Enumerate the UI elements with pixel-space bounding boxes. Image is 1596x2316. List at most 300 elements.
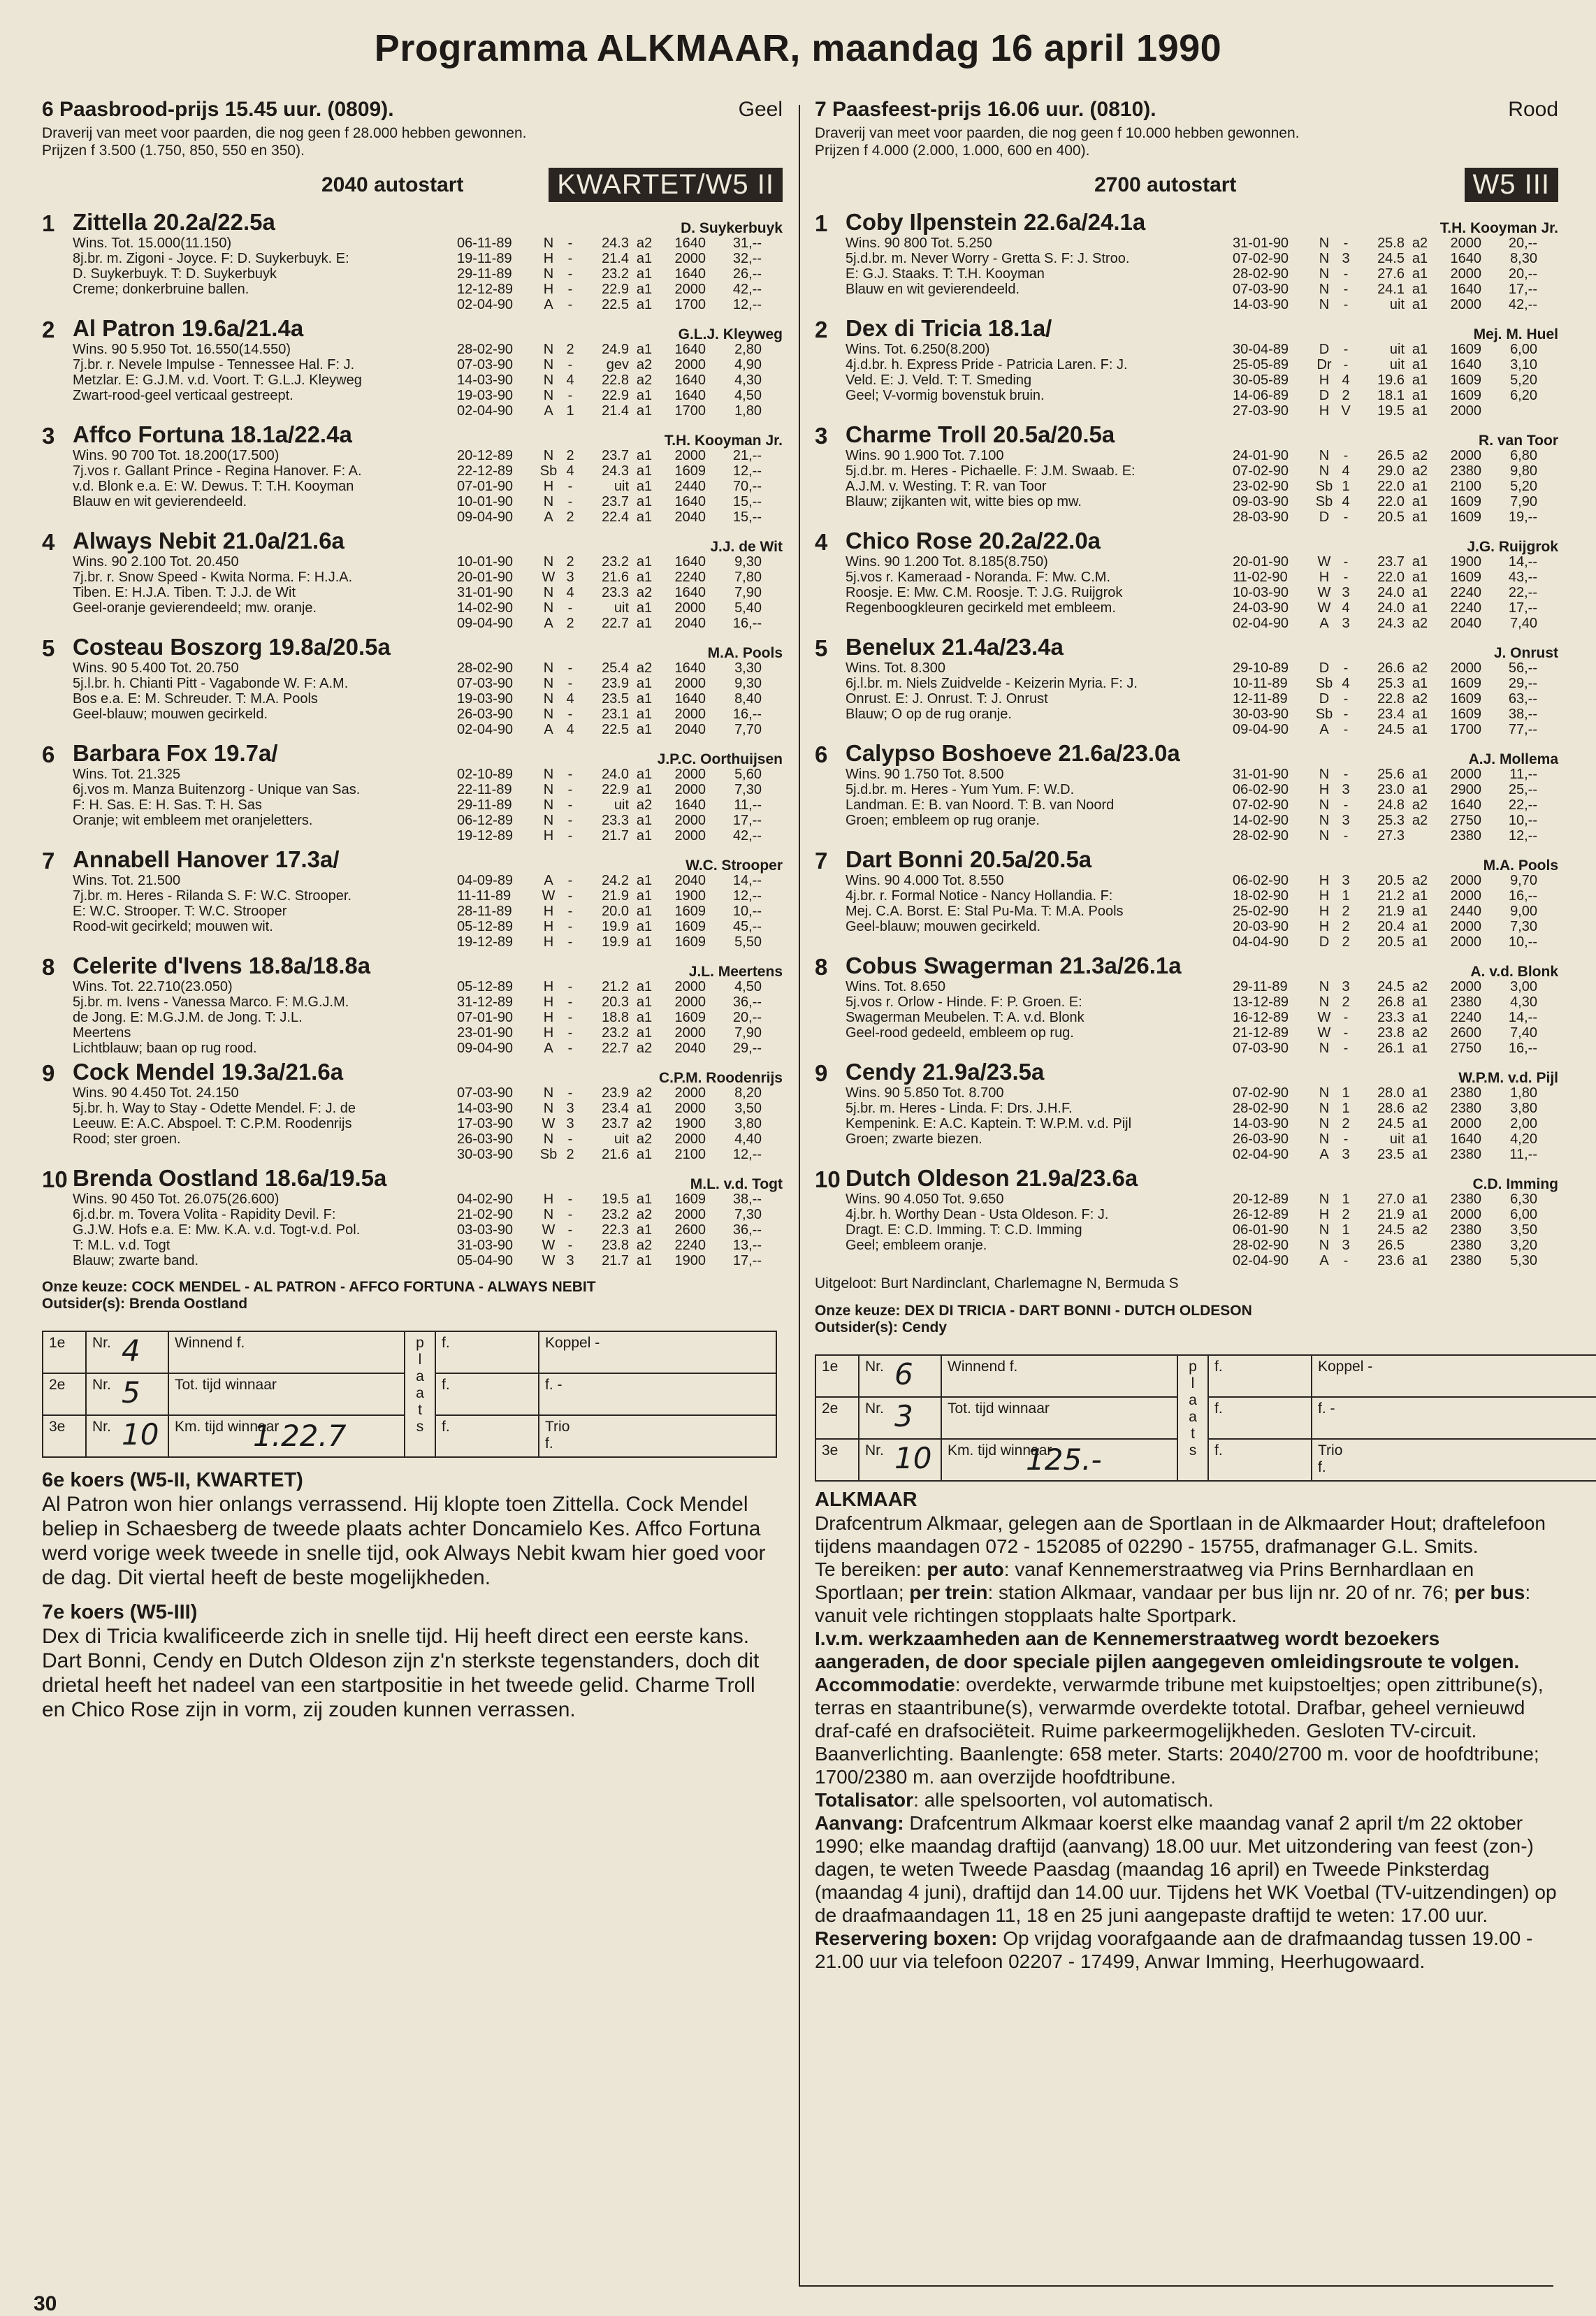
horse-entry bbox=[42, 315, 783, 419]
outsiders bbox=[42, 1296, 783, 1312]
result-track: N bbox=[1319, 448, 1330, 463]
result-row bbox=[1233, 1147, 1558, 1162]
result-row bbox=[1233, 919, 1558, 934]
start-type: 2700 autostart bbox=[1094, 173, 1237, 196]
result-place: 4 bbox=[566, 463, 574, 479]
horse-info-line: 5j.vos r. Kameraad - Noranda. F: Mw. C.M. bbox=[846, 570, 1111, 585]
result-place: 1 bbox=[1342, 1085, 1350, 1101]
result-track: N bbox=[543, 691, 554, 707]
winner-label: Winnend f. bbox=[175, 1335, 245, 1351]
result-distance: 2000 bbox=[674, 979, 706, 994]
result-start: a1 bbox=[636, 1101, 653, 1116]
result-distance: 2000 bbox=[674, 448, 706, 463]
result-track: W bbox=[1317, 585, 1331, 600]
result-row bbox=[457, 1253, 783, 1268]
nr-label: Nr. bbox=[92, 1377, 111, 1393]
handwritten-number: 10 bbox=[894, 1441, 932, 1475]
result-date: 14-03-90 bbox=[457, 372, 514, 388]
result-distance: 1900 bbox=[674, 1253, 706, 1268]
result-start: a1 bbox=[1412, 585, 1428, 600]
result-date: 29-11-89 bbox=[457, 797, 512, 813]
horse-info bbox=[73, 767, 457, 844]
result-time: 24.5 bbox=[1377, 979, 1405, 994]
result-distance: 2000 bbox=[674, 676, 706, 691]
horse-details bbox=[846, 1059, 1558, 1162]
result-table-row bbox=[43, 1331, 776, 1373]
result-start bbox=[1405, 1238, 1435, 1253]
horse-info-line: 5j.br. m. Ivens - Vanessa Marco. F: M.G.J.M. bbox=[73, 994, 349, 1010]
result-date: 13-12-89 bbox=[1233, 994, 1289, 1010]
horse-info bbox=[846, 448, 1233, 525]
result-track: N bbox=[543, 494, 554, 509]
result-track: N bbox=[543, 1207, 554, 1222]
result-odds: 9,00 bbox=[1510, 904, 1537, 919]
result-odds: 45,-- bbox=[732, 919, 762, 934]
result-row bbox=[457, 1010, 783, 1025]
horse-results bbox=[1233, 979, 1558, 1056]
result-place: 4 bbox=[566, 585, 574, 600]
place-payout-cell: f. bbox=[1208, 1439, 1312, 1481]
result-nr-cell bbox=[86, 1331, 168, 1373]
horse-number: 3 bbox=[815, 423, 828, 449]
result-time: 23.7 bbox=[1377, 554, 1405, 570]
result-date: 28-02-90 bbox=[1233, 266, 1289, 282]
result-distance: 2000 bbox=[1450, 448, 1481, 463]
result-row bbox=[457, 1101, 783, 1116]
horse-body bbox=[846, 448, 1558, 525]
result-row bbox=[1233, 1131, 1558, 1147]
result-place: - bbox=[567, 282, 573, 297]
horse-body bbox=[846, 342, 1558, 419]
place-payout-cell: f. bbox=[435, 1415, 539, 1457]
result-date: 20-03-90 bbox=[1233, 919, 1289, 934]
result-row bbox=[457, 1131, 783, 1147]
result-start: a1 bbox=[1412, 600, 1428, 616]
result-start: a1 bbox=[1412, 266, 1428, 282]
result-row bbox=[457, 1085, 783, 1101]
result-track: A bbox=[544, 403, 553, 419]
result-track: N bbox=[1319, 813, 1330, 828]
handwritten-time: 1.22.7 bbox=[253, 1419, 347, 1453]
result-time: 19.9 bbox=[602, 934, 629, 950]
horse-details bbox=[846, 634, 1558, 737]
horse-info-line: Kempenink. E: A.C. Kaptein. T: W.P.M. v.d. Pijl bbox=[846, 1116, 1132, 1131]
result-distance: 2380 bbox=[1450, 1101, 1481, 1116]
horse-info-line: Wins. 90 1.750 Tot. 8.500 bbox=[846, 767, 1004, 782]
horse-trainer: A. v.d. Blonk bbox=[1470, 964, 1558, 980]
winner-label: Km. tijd winnaar bbox=[175, 1419, 280, 1435]
result-distance: 2000 bbox=[1450, 767, 1481, 782]
directions bbox=[815, 1558, 1558, 1627]
result-time: 21.7 bbox=[602, 1253, 629, 1268]
result-row bbox=[457, 994, 783, 1010]
result-time: 24.8 bbox=[1377, 797, 1405, 813]
horse-entry bbox=[42, 1165, 783, 1268]
result-distance: 1609 bbox=[1450, 494, 1481, 509]
result-date: 10-03-90 bbox=[1233, 585, 1289, 600]
horse-info-line: Geel-rood gedeeld, embleem op rug. bbox=[846, 1025, 1074, 1041]
horse-trainer: T.H. Kooyman Jr. bbox=[1439, 220, 1558, 236]
horse-info-line: Wins. 90 2.100 Tot. 20.450 bbox=[73, 554, 239, 570]
result-start: a2 bbox=[1412, 873, 1428, 888]
result-track: N bbox=[543, 372, 554, 388]
result-track: N bbox=[1319, 828, 1330, 844]
result-date: 19-03-90 bbox=[457, 691, 514, 707]
result-track: N bbox=[1319, 463, 1330, 479]
result-start: a1 bbox=[636, 676, 653, 691]
horse-body bbox=[846, 767, 1558, 844]
result-start: a2 bbox=[636, 1131, 653, 1147]
place-payout-cell: f. bbox=[1208, 1397, 1312, 1439]
result-start: a1 bbox=[1412, 707, 1428, 722]
result-odds: 21,-- bbox=[732, 448, 762, 463]
result-odds: 6,80 bbox=[1510, 448, 1537, 463]
horse-info-line: 5j.br. m. Heres - Linda. F: Drs. J.H.F. bbox=[846, 1101, 1073, 1116]
result-time: 21.6 bbox=[602, 1147, 629, 1162]
result-distance: 2440 bbox=[674, 479, 706, 494]
race-conditions bbox=[42, 124, 783, 159]
result-date: 07-01-90 bbox=[457, 479, 514, 494]
result-place: V bbox=[1341, 403, 1351, 419]
result-time: 24.3 bbox=[602, 463, 629, 479]
place-payout-cell: f. bbox=[1208, 1355, 1312, 1397]
our-choice bbox=[42, 1278, 783, 1296]
result-start: a1 bbox=[1412, 479, 1428, 494]
result-start: a1 bbox=[636, 813, 653, 828]
result-place: - bbox=[567, 251, 573, 266]
result-time: uit bbox=[614, 1131, 629, 1147]
result-distance: 2000 bbox=[1450, 660, 1481, 676]
result-date: 07-03-90 bbox=[457, 676, 514, 691]
box-reservation-paragraph bbox=[815, 1927, 1558, 1973]
result-place: - bbox=[567, 236, 573, 251]
result-start: a1 bbox=[636, 1025, 653, 1041]
result-row bbox=[1233, 357, 1558, 372]
result-row bbox=[1233, 828, 1558, 844]
result-row bbox=[1233, 342, 1558, 357]
result-time: 20.5 bbox=[1377, 873, 1405, 888]
result-odds: 7,80 bbox=[734, 570, 762, 585]
result-start: a2 bbox=[1412, 1025, 1428, 1041]
result-start: a1 bbox=[636, 904, 653, 919]
commentary-heading: 7e koers (W5-III) bbox=[42, 1601, 198, 1623]
horse-entry bbox=[815, 421, 1558, 525]
result-date: 23-02-90 bbox=[1233, 479, 1289, 494]
result-time: 27.6 bbox=[1377, 266, 1405, 282]
result-distance: 2040 bbox=[674, 616, 706, 631]
result-start: a1 bbox=[1412, 570, 1428, 585]
result-distance: 1609 bbox=[1450, 509, 1481, 525]
result-time: 21.9 bbox=[602, 888, 629, 904]
horse-info-line: Wins. Tot. 8.300 bbox=[846, 660, 946, 676]
result-track: N bbox=[543, 707, 554, 722]
result-odds: 16,-- bbox=[1508, 888, 1537, 904]
horse-info-line: Dragt. E: C.D. Imming. T: C.D. Imming bbox=[846, 1222, 1082, 1238]
result-start: a1 bbox=[1412, 509, 1428, 525]
result-odds: 56,-- bbox=[1508, 660, 1537, 676]
result-odds: 8,30 bbox=[1510, 251, 1537, 266]
result-place: 4 bbox=[1342, 600, 1350, 616]
result-odds: 3,20 bbox=[1510, 1238, 1537, 1253]
horse-info-line: D. Suykerbuyk. T: D. Suykerbuyk bbox=[73, 266, 277, 282]
result-place: - bbox=[1343, 448, 1349, 463]
result-track: H bbox=[1319, 873, 1330, 888]
result-place: - bbox=[567, 1222, 573, 1238]
result-start: a1 bbox=[1412, 1131, 1428, 1147]
result-odds: 7,30 bbox=[734, 782, 762, 797]
result-odds: 31,-- bbox=[732, 236, 762, 251]
box-reservation-label: Reservering boxen: bbox=[815, 1927, 998, 1949]
result-distance: 2040 bbox=[674, 1041, 706, 1056]
horse-entry bbox=[42, 740, 783, 844]
result-track: N bbox=[543, 342, 554, 357]
result-distance: 2040 bbox=[674, 722, 706, 737]
result-odds: 3,80 bbox=[734, 1116, 762, 1131]
horse-details bbox=[846, 846, 1558, 950]
result-nr-cell bbox=[859, 1439, 941, 1481]
horse-info-line: Blauw en wit gevierendeeld. bbox=[73, 494, 247, 509]
horse-trainer: J.P.C. Oorthuijsen bbox=[657, 751, 783, 767]
result-odds: 4,90 bbox=[734, 357, 762, 372]
horse-info-line: Regenboogkleuren gecirkeld met embleem. bbox=[846, 600, 1116, 616]
horse-info bbox=[73, 1085, 457, 1162]
result-odds: 4,30 bbox=[734, 372, 762, 388]
result-start: a1 bbox=[636, 919, 653, 934]
horse-details bbox=[73, 315, 783, 419]
result-start: a1 bbox=[1412, 282, 1428, 297]
horse-entry bbox=[815, 740, 1558, 844]
result-date: 11-11-89 bbox=[457, 888, 512, 904]
result-odds: 7,30 bbox=[734, 1207, 762, 1222]
result-track: Dr bbox=[1316, 357, 1332, 372]
result-time: 22.9 bbox=[602, 282, 629, 297]
result-time: 21.6 bbox=[602, 570, 629, 585]
horse-entry bbox=[815, 846, 1558, 950]
result-time: 24.5 bbox=[1377, 1222, 1405, 1238]
result-distance: 2380 bbox=[1450, 1147, 1481, 1162]
result-odds: 6,00 bbox=[1510, 1207, 1537, 1222]
result-track: N bbox=[543, 660, 554, 676]
result-distance: 2000 bbox=[674, 1207, 706, 1222]
horse-info-line: Oranje; wit embleem met oranjeletters. bbox=[73, 813, 313, 828]
result-distance: 1609 bbox=[674, 1010, 706, 1025]
result-track: W bbox=[542, 570, 556, 585]
result-track: N bbox=[543, 585, 554, 600]
result-row bbox=[1233, 585, 1558, 600]
horse-info-line: 6j.d.br. m. Tovera Volita - Rapidity Devil. F: bbox=[73, 1207, 336, 1222]
result-distance: 1609 bbox=[674, 919, 706, 934]
result-date: 29-11-89 bbox=[1233, 979, 1288, 994]
result-odds: 16,-- bbox=[1508, 1041, 1537, 1056]
horse-results bbox=[457, 342, 783, 419]
start-row bbox=[42, 168, 783, 202]
result-place: - bbox=[567, 707, 573, 722]
result-place: - bbox=[567, 479, 573, 494]
result-distance: 2380 bbox=[1450, 828, 1481, 844]
result-place: 3 bbox=[1342, 1147, 1350, 1162]
result-date: 31-01-90 bbox=[1233, 767, 1289, 782]
horse-entry bbox=[815, 1059, 1558, 1162]
result-time: 24.9 bbox=[602, 342, 629, 357]
result-date: 07-01-90 bbox=[457, 1010, 514, 1025]
result-distance: 1640 bbox=[674, 660, 706, 676]
result-track: H bbox=[543, 934, 554, 950]
result-time: 18.8 bbox=[602, 1010, 629, 1025]
result-time: 23.5 bbox=[602, 691, 629, 707]
result-start: a1 bbox=[1412, 494, 1428, 509]
result-track: N bbox=[1319, 1101, 1330, 1116]
result-place: 1 bbox=[1342, 1222, 1350, 1238]
directions-intro: Te bereiken: bbox=[815, 1558, 922, 1580]
horse-info-line: Wins. 90 5.850 Tot. 8.700 bbox=[846, 1085, 1004, 1101]
race-title: 7 Paasfeest-prijs 16.06 uur. (0810). bbox=[815, 98, 1156, 121]
result-track: A bbox=[1319, 616, 1329, 631]
result-row bbox=[457, 372, 783, 388]
result-date: 17-03-90 bbox=[457, 1116, 514, 1131]
result-place: - bbox=[1343, 797, 1349, 813]
result-track: N bbox=[543, 767, 554, 782]
result-row bbox=[457, 1147, 783, 1162]
result-row bbox=[1233, 767, 1558, 782]
result-date: 29-10-89 bbox=[1233, 660, 1289, 676]
result-place-cell: 3e bbox=[815, 1439, 859, 1481]
horse-info bbox=[846, 660, 1233, 737]
result-start: a1 bbox=[636, 494, 653, 509]
horse-info-line: Blauw; O op de rug oranje. bbox=[846, 707, 1012, 722]
horse-name: Zittella 20.2a/22.5a bbox=[73, 209, 275, 235]
result-odds: 17,-- bbox=[1508, 282, 1537, 297]
horse-info bbox=[73, 873, 457, 950]
result-start: a1 bbox=[1412, 372, 1428, 388]
result-track: N bbox=[1319, 797, 1330, 813]
accommodation-paragraph bbox=[815, 1673, 1558, 1788]
result-date: 07-02-90 bbox=[1233, 1085, 1289, 1101]
result-place: 2 bbox=[566, 448, 574, 463]
horse-trainer: W.C. Strooper bbox=[685, 857, 783, 874]
result-odds: 9,30 bbox=[734, 676, 762, 691]
result-track: D bbox=[1319, 691, 1330, 707]
result-date: 02-10-89 bbox=[457, 767, 514, 782]
horse-info-line: Onrust. E: J. Onrust. T: J. Onrust bbox=[846, 691, 1048, 707]
result-date: 05-12-89 bbox=[457, 919, 514, 934]
result-track: A bbox=[544, 616, 553, 631]
result-track: W bbox=[1317, 554, 1331, 570]
result-row bbox=[457, 616, 783, 631]
result-time: uit bbox=[614, 797, 629, 813]
result-start: a1 bbox=[636, 707, 653, 722]
result-time: 22.0 bbox=[1377, 570, 1405, 585]
result-start: a1 bbox=[636, 722, 653, 737]
result-time: gev bbox=[606, 357, 629, 372]
result-time: 23.8 bbox=[602, 1238, 629, 1253]
result-start: a1 bbox=[636, 1222, 653, 1238]
horse-info bbox=[846, 1085, 1233, 1162]
result-time: 25.4 bbox=[602, 660, 629, 676]
result-place: - bbox=[567, 979, 573, 994]
nr-label: Nr. bbox=[92, 1419, 111, 1435]
result-date: 28-11-89 bbox=[457, 904, 512, 919]
result-row bbox=[1233, 979, 1558, 994]
result-place: - bbox=[567, 1010, 573, 1025]
horse-trainer: J.G. Ruijgrok bbox=[1467, 539, 1558, 555]
result-start: a2 bbox=[636, 1207, 653, 1222]
horse-info-line: E: W.C. Strooper. T: W.C. Strooper bbox=[73, 904, 287, 919]
horse-number: 7 bbox=[42, 848, 55, 874]
horse-results bbox=[457, 236, 783, 312]
result-place: 4 bbox=[1342, 463, 1350, 479]
race-title: 6 Paasbrood-prijs 15.45 uur. (0809). bbox=[42, 98, 394, 121]
result-time: 23.3 bbox=[602, 585, 629, 600]
result-odds: 10,-- bbox=[1508, 934, 1537, 950]
result-date: 11-02-90 bbox=[1233, 570, 1288, 585]
result-row bbox=[1233, 1192, 1558, 1207]
result-row bbox=[1233, 509, 1558, 525]
result-odds: 12,-- bbox=[732, 297, 762, 312]
result-distance: 2000 bbox=[1450, 403, 1481, 419]
result-row bbox=[457, 448, 783, 463]
result-odds: 38,-- bbox=[732, 1192, 762, 1207]
result-date: 29-11-89 bbox=[457, 266, 512, 282]
page-number: 30 bbox=[34, 2292, 57, 2315]
result-odds: 14,-- bbox=[1508, 1010, 1537, 1025]
result-row bbox=[1233, 934, 1558, 950]
horse-info bbox=[73, 448, 457, 525]
result-odds: 5,60 bbox=[734, 767, 762, 782]
result-nr-cell bbox=[859, 1397, 941, 1439]
horse-info-line: 5j.br. h. Way to Stay - Odette Mendel. F: J. de bbox=[73, 1101, 356, 1116]
horse-body bbox=[73, 979, 783, 1056]
result-track: A bbox=[544, 509, 553, 525]
result-track: N bbox=[543, 266, 554, 282]
result-odds: 11,-- bbox=[734, 797, 762, 813]
result-time: uit bbox=[614, 479, 629, 494]
horse-results bbox=[457, 1085, 783, 1162]
result-place: 2 bbox=[566, 554, 574, 570]
horse-info-line: Blauw; zijkanten wit, witte bies op mw. bbox=[846, 494, 1082, 509]
result-track: N bbox=[1319, 266, 1330, 282]
winner-label: Winnend f. bbox=[948, 1359, 1018, 1375]
result-track: W bbox=[542, 1116, 556, 1131]
result-date: 07-03-90 bbox=[1233, 282, 1289, 297]
horse-info-line: Landman. E: B. van Noord. T: B. van Noord bbox=[846, 797, 1115, 813]
horse-details bbox=[846, 421, 1558, 525]
horse-trainer: M.A. Pools bbox=[1483, 857, 1558, 874]
result-row bbox=[457, 282, 783, 297]
result-row bbox=[457, 934, 783, 950]
result-place: 2 bbox=[1342, 1116, 1350, 1131]
result-date: 28-02-90 bbox=[1233, 828, 1289, 844]
horse-info-line: Geel-oranje gevierendeeld; mw. oranje. bbox=[73, 600, 317, 616]
result-time: 23.7 bbox=[602, 494, 629, 509]
horse-details bbox=[73, 740, 783, 844]
result-track: W bbox=[542, 888, 556, 904]
result-row bbox=[457, 1238, 783, 1253]
result-time: 24.3 bbox=[602, 236, 629, 251]
result-distance: 2000 bbox=[674, 828, 706, 844]
result-row bbox=[457, 570, 783, 585]
result-date: 19-03-90 bbox=[457, 388, 514, 403]
our-choice-label: Onze keuze: bbox=[815, 1303, 901, 1319]
horse-info-line: Wins. 90 800 Tot. 5.250 bbox=[846, 236, 992, 251]
result-track: A bbox=[544, 1041, 553, 1056]
result-date: 20-12-89 bbox=[457, 448, 514, 463]
result-track: H bbox=[543, 904, 554, 919]
result-distance: 1640 bbox=[1450, 797, 1481, 813]
result-date: 09-04-90 bbox=[457, 509, 514, 525]
result-date: 21-02-90 bbox=[457, 1207, 514, 1222]
result-time: 20.4 bbox=[1377, 919, 1405, 934]
start-type: 2040 autostart bbox=[321, 173, 464, 196]
